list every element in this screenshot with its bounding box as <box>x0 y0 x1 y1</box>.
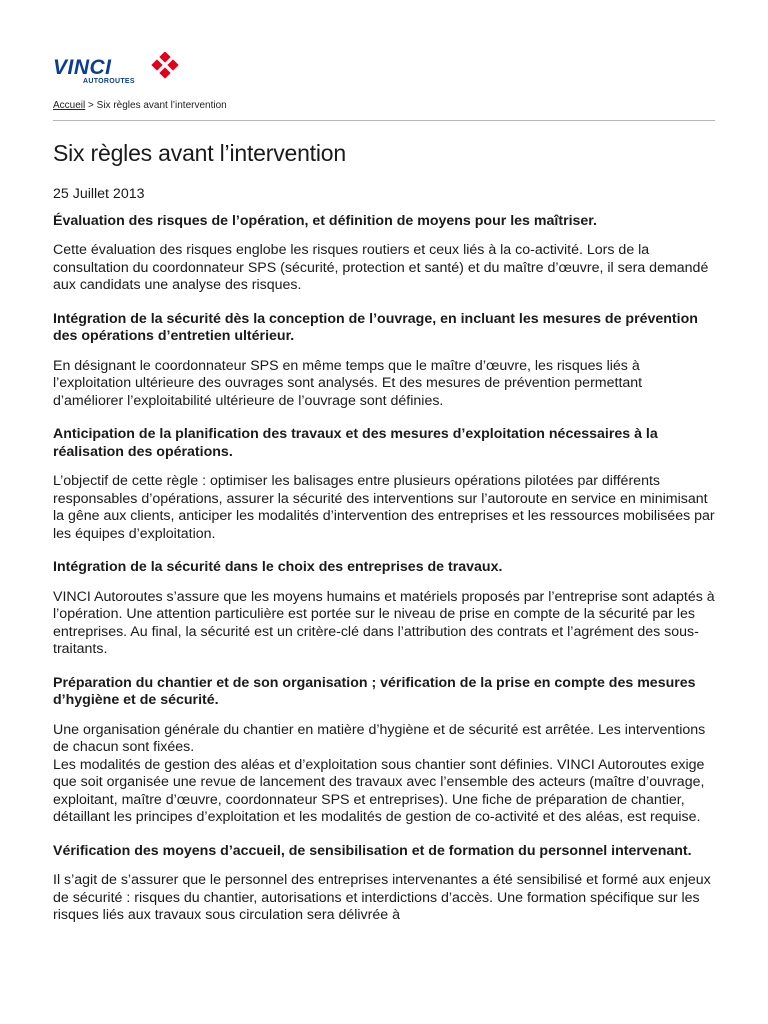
rule-section <box>53 843 715 925</box>
logo-cross-icon <box>151 52 179 80</box>
section-heading: Préparation du chantier et de son organisation ; vérification de la prise en compte des mesures d’hygiène et de sécurité. <box>53 674 696 708</box>
section-paragraph: Il s’agit de s’assurer que le personnel des entreprises intervenantes a été sensibilisé et formé aux enjeux de sécurité : risques du chantier, autorisations et interdictions d’accès. Une formation spécifique sur les risques liés aux travaux sous circulation sera délivrée à <box>53 872 711 923</box>
rule-section <box>53 311 715 411</box>
section-paragraph: Une organisation générale du chantier en matière d’hygiène et de sécurité est arrêtée. Les interventions de chacun sont fixées. Les modalités de gestion des aléas et d’exploitation sous chantier sont définies. VINCI Autoroutes exige que soit organisée une revue de lancement des travaux avec l’ensemble des acteurs (maître d’ouvrage, exploitant, maître d’œuvre, coordonnateur SPS et entreprises). Une fiche de préparation de chantier, détaillant les principes d’exploitation et les modalités de gestion de co-activité et des aléas, est requise. <box>53 721 706 825</box>
breadcrumb-current: Six règles avant l’intervention <box>96 100 227 111</box>
section-paragraph: En désignant le coordonnateur SPS en même temps que le maître d’œuvre, les risques liés à l’exploitation ultérieure des ouvrages sont analysés. Et des mesures de prévention permettant d’améliorer l’exploitabilité ultérieure de l’ouvrage sont définies. <box>53 357 643 409</box>
section-heading: Intégration de la sécurité dès la conception de l’ouvrage, en incluant les mesures de prévention des opérations d’entretien ultérieur. <box>53 310 698 344</box>
section-heading: Évaluation des risques de l’opération, et définition de moyens pour les maîtriser. <box>53 212 597 229</box>
breadcrumb-separator: > <box>88 100 94 111</box>
publish-date: 25 Juillet 2013 <box>53 186 145 202</box>
vinci-autoroutes-logo[interactable] <box>53 50 193 86</box>
section-heading: Intégration de la sécurité dans le choix des entreprises de travaux. <box>53 559 503 575</box>
breadcrumb <box>53 100 227 111</box>
section-heading: Vérification des moyens d’accueil, de sensibilisation et de formation du personnel intervenant. <box>53 842 692 859</box>
section-paragraph: VINCI Autoroutes s’assure que les moyens humains et matériels proposés par l’entreprise sont adaptés à l’opération. Une attention particulière est portée sur le niveau de prise en compte de la sécurité par les entreprises. Au final, la sécurité est un critère-clé dans l’attribution des contrats et l’agrément des sous-traitants. <box>53 588 715 657</box>
page-title: Six règles avant l’intervention <box>53 140 346 166</box>
section-paragraph: L’objectif de cette règle : optimiser les balisages entre plusieurs opérations pilotées par différents responsables d’opérations, assurer la sécurité des interventions sur l’autoroute en service en minimisant la gêne aux clients, anticiper les modalités d’intervention des entreprises et les ressources mobilisées par les équipes d’exploitation. <box>53 473 715 542</box>
breadcrumb-home-link[interactable]: Accueil <box>53 100 86 111</box>
rule-section <box>53 675 715 827</box>
section-paragraph: Cette évaluation des risques englobe les risques routiers et ceux liés à la co-activité. Lors de la consultation du coordonnateur SPS (sécurité, protection et santé) et du maître d’œuvre, il sera demandé aux candidats une analyse des risques. <box>53 242 709 293</box>
logo-subtitle: AUTOROUTES <box>83 78 135 85</box>
header-divider <box>53 120 715 121</box>
rule-section <box>53 213 715 295</box>
rule-section <box>53 559 715 659</box>
article-body <box>53 186 715 941</box>
rule-section <box>53 426 715 543</box>
sections-list <box>53 213 715 925</box>
logo-wordmark: VINCI <box>53 56 112 79</box>
section-heading: Anticipation de la planification des travaux et des mesures d’exploitation nécessaires à la réalisation des opérations. <box>53 426 658 460</box>
